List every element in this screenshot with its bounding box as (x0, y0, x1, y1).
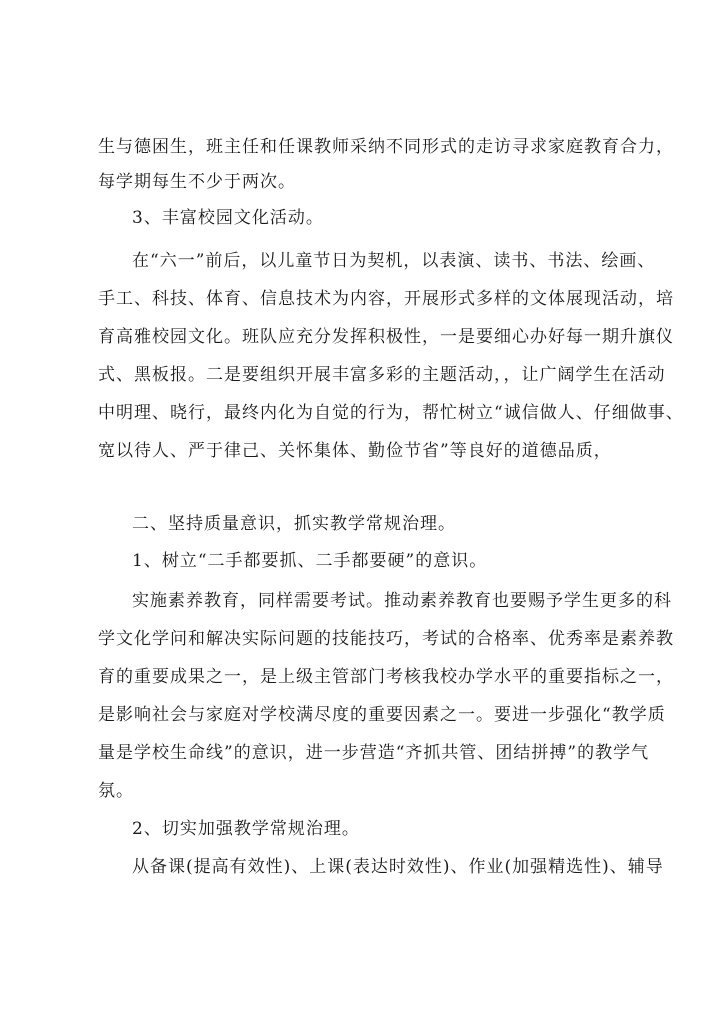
paragraph-line: 量是学校生命线”的意识，进一步营造“齐抓共管、团结拼搏”的教学气 (98, 743, 650, 763)
paragraph-line: 是影响社会与家庭对学校满尽度的重要因素之一。要进一步强化“教学质 (98, 705, 666, 725)
paragraph-line: 从备课(提高有效性)、上课(表达时效性)、作业(加强精选性)、辅导 (132, 857, 664, 877)
paragraph-line: 每学期每生不少于两次。 (98, 172, 296, 192)
paragraph-line: 式、黑板报。二是要组织开展丰富多彩的主题活动，，让广阔学生在活动 (98, 365, 666, 385)
subsection-heading: 2、切实加强教学常规治理。 (132, 819, 360, 839)
paragraph-line: 实施素养教育，同样需要考试。推动素养教育也要赐予学生更多的科 (132, 591, 672, 611)
subsection-heading: 1、树立“二手都要抓、二手都要硬”的意识。 (132, 551, 488, 571)
section-heading: 二、坚持质量意识，抓实教学常规治理。 (132, 514, 456, 534)
paragraph-line: 氛。 (98, 781, 134, 801)
paragraph-line: 学文化学问和解决实际问题的技能技巧，考试的合格率、优秀率是素养教 (98, 629, 674, 649)
paragraph-line: 生与德困生，班主任和任课教师采纳不同形式的走访寻求家庭教育合力， (98, 137, 674, 157)
paragraph-line: 育的重要成果之一，是上级主管部门考核我校办学水平的重要指标之一， (98, 667, 674, 687)
paragraph-line: 在“六一”前后，以儿童节日为契机，以表演、读书、书法、绘画、 (132, 251, 656, 271)
paragraph-line: 育高雅校园文化。班队应充分发挥积极性，一是要细心办好每一期升旗仪 (98, 327, 674, 347)
paragraph-line: 中明理、晓行，最终内化为自觉的行为，帮忙树立“诚信做人、仔细做事、 (98, 403, 684, 423)
paragraph-line: 宽以待人、严于律己、关怀集体、勤俭节省”等良好的道德品质， (98, 441, 612, 461)
paragraph-line: 手工、科技、体育、信息技术为内容，开展形式多样的文体展现活动，培 (98, 289, 674, 309)
section-heading: 3、丰富校园文化活动。 (132, 208, 324, 228)
